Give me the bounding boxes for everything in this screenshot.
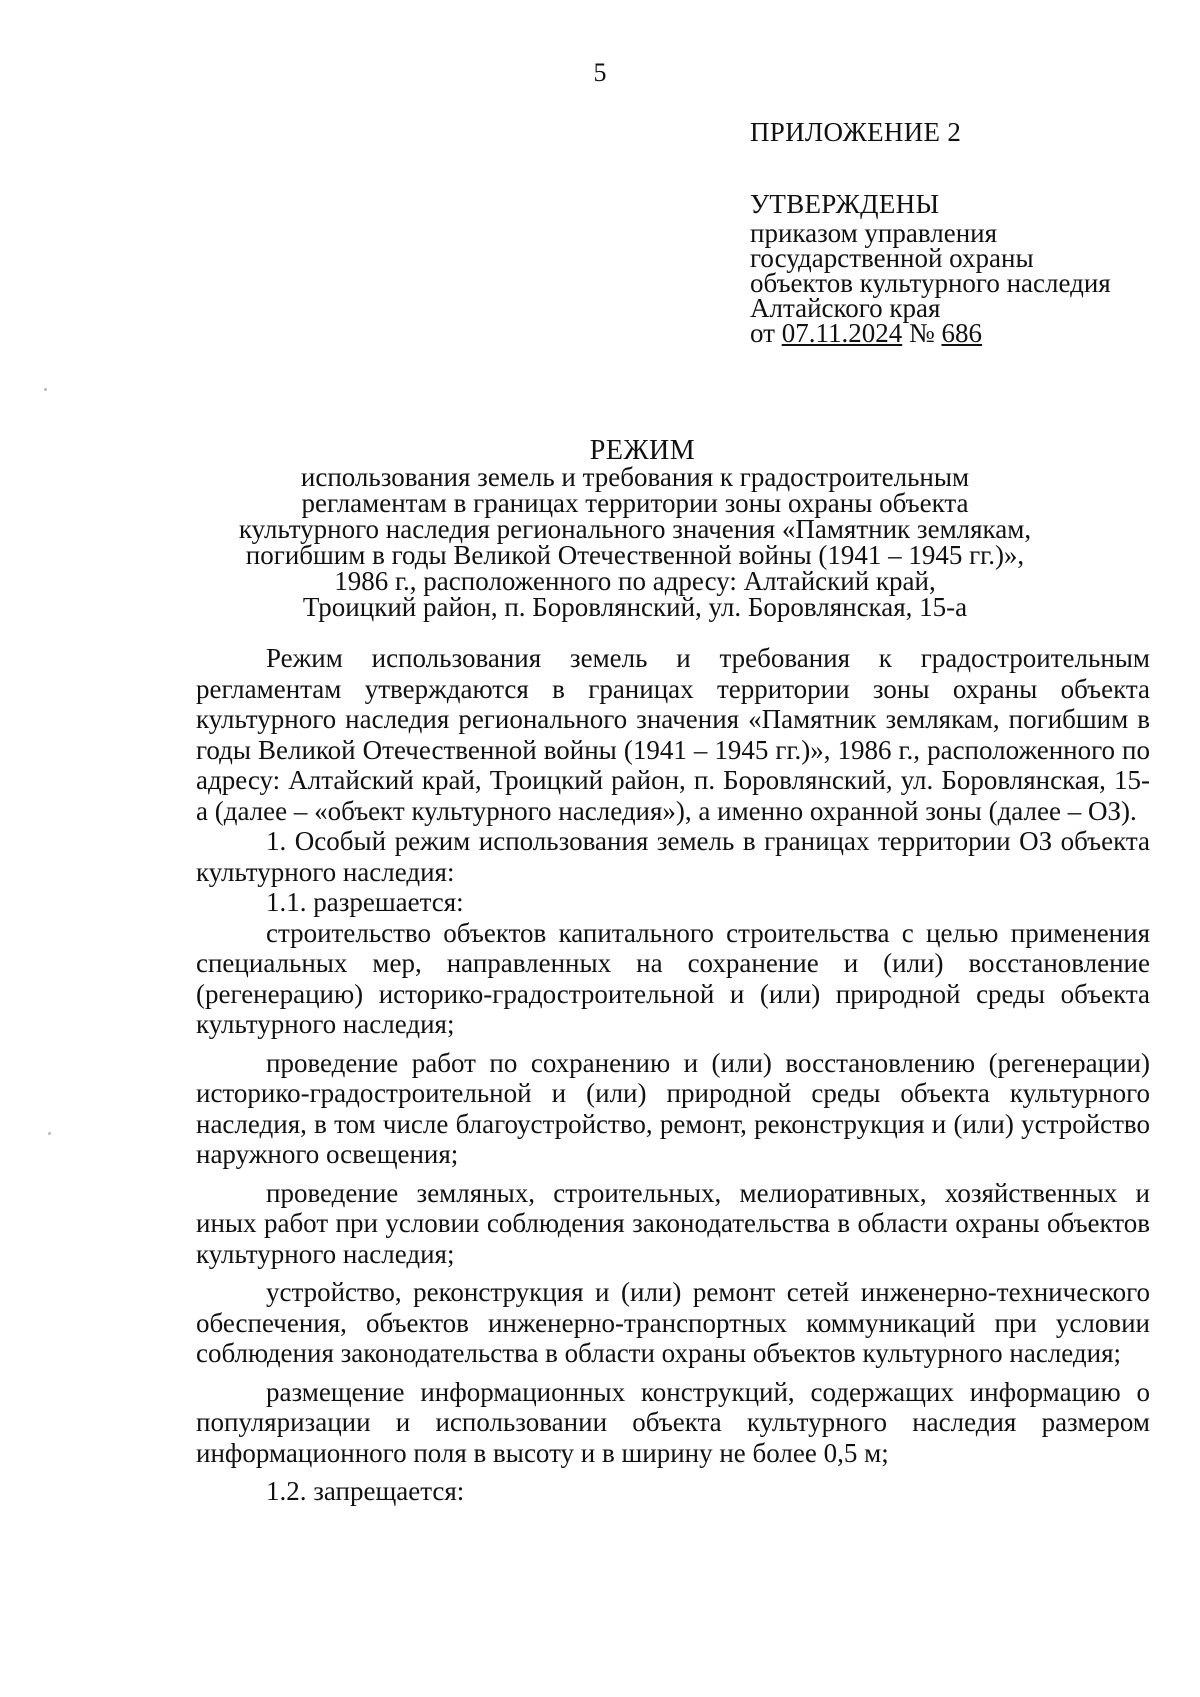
allowed-item-3: проведение земляных, строительных, мелиоративных, хозяйственных и иных работ при условии соблюдения законодательства в области охраны объектов культурного наследия; xyxy=(196,1177,1150,1269)
scan-speck xyxy=(44,388,47,391)
title-line-1: использования земель и требования к градостроительным xyxy=(300,462,970,492)
approval-line-1: приказом управления xyxy=(750,218,998,248)
document-title-block xyxy=(0,435,1200,622)
approved-heading: УТВЕРЖДЕНЫ xyxy=(750,189,940,219)
document-title: РЕЖИМ xyxy=(589,435,696,466)
approval-line-3: объектов культурного наследия xyxy=(750,268,1111,298)
document-body xyxy=(196,643,1150,1507)
title-line-4: погибшим в годы Великой Отечественной войны (1941 – 1945 гг.)», xyxy=(245,540,1025,570)
approval-line-2: государственной охраны xyxy=(750,243,1034,273)
title-line-5: 1986 г., расположенного по адресу: Алтайский край, xyxy=(334,566,936,596)
approval-date-line xyxy=(750,318,1111,348)
title-line-6: Троицкий район, п. Боровлянский, ул. Боровлянская, 15-а xyxy=(302,592,968,622)
number-prefix: № xyxy=(908,318,935,348)
date-prefix: от xyxy=(750,318,775,348)
allowed-item-4: устройство, реконструкция и (или) ремонт сетей инженерно-технического обеспечения, объектов инженерно-транспортных коммуникаций при условии соблюдения законодательства в области охраны объектов культурного наследия; xyxy=(196,1277,1150,1368)
allowed-item-1: строительство объектов капитального строительства с целью применения специальных мер, направленных на сохранение и (или) восстановление (регенерацию) историко-градостроительной и (или) природной среды объекта культурного наследия; xyxy=(196,917,1150,1039)
section-1-heading: 1. Особый режим использования земель в границах территории ОЗ объекта культурного наследия: xyxy=(196,826,1150,887)
approval-line-4: Алтайского края xyxy=(750,293,941,323)
appendix-heading: ПРИЛОЖЕНИЕ 2 xyxy=(750,117,962,147)
allowed-item-5: размещение информационных конструкций, содержащих информацию о популяризации и использовании объекта культурного наследия размером информационного поля в высоту и в ширину не более 0,5 м; xyxy=(196,1376,1150,1468)
allowed-item-2: проведение работ по сохранению и (или) восстановлению (регенерации) историко-градостроительной и (или) природной среды объекта культурного наследия, в том числе благоустройство, ремонт, реконструкция и (или) устройство наружного освещения; xyxy=(196,1047,1150,1169)
intro-paragraph: Режим использования земель и требования к градостроительным регламентам утверждаются в границах территории зоны охраны объекта культурного наследия регионального значения «Памятник землякам, погибшим в годы Великой Отечественной войны (1941 – 1945 гг.)», 1986 г., расположенного по адресу: Алтайский край, Троицкий район, п. Боровлянский, ул. Боровлянская, 15-а (далее – «объект культурного наследия»), а именно охранной зоны (далее – ОЗ). xyxy=(196,643,1150,826)
approval-block xyxy=(750,117,1111,348)
approval-date: 07.11.2024 xyxy=(781,318,903,348)
page-number: 5 xyxy=(593,58,607,87)
approval-number: 686 xyxy=(941,318,982,348)
title-line-3: культурного наследия регионального значения «Памятник землякам, xyxy=(238,514,1032,544)
section-1-1-heading: 1.1. разрешается: xyxy=(266,887,464,917)
scan-speck xyxy=(48,1132,51,1135)
section-1-2-heading: 1.2. запрещается: xyxy=(266,1476,465,1506)
title-line-2: регламентам в границах территории зоны охраны объекта xyxy=(301,488,969,518)
